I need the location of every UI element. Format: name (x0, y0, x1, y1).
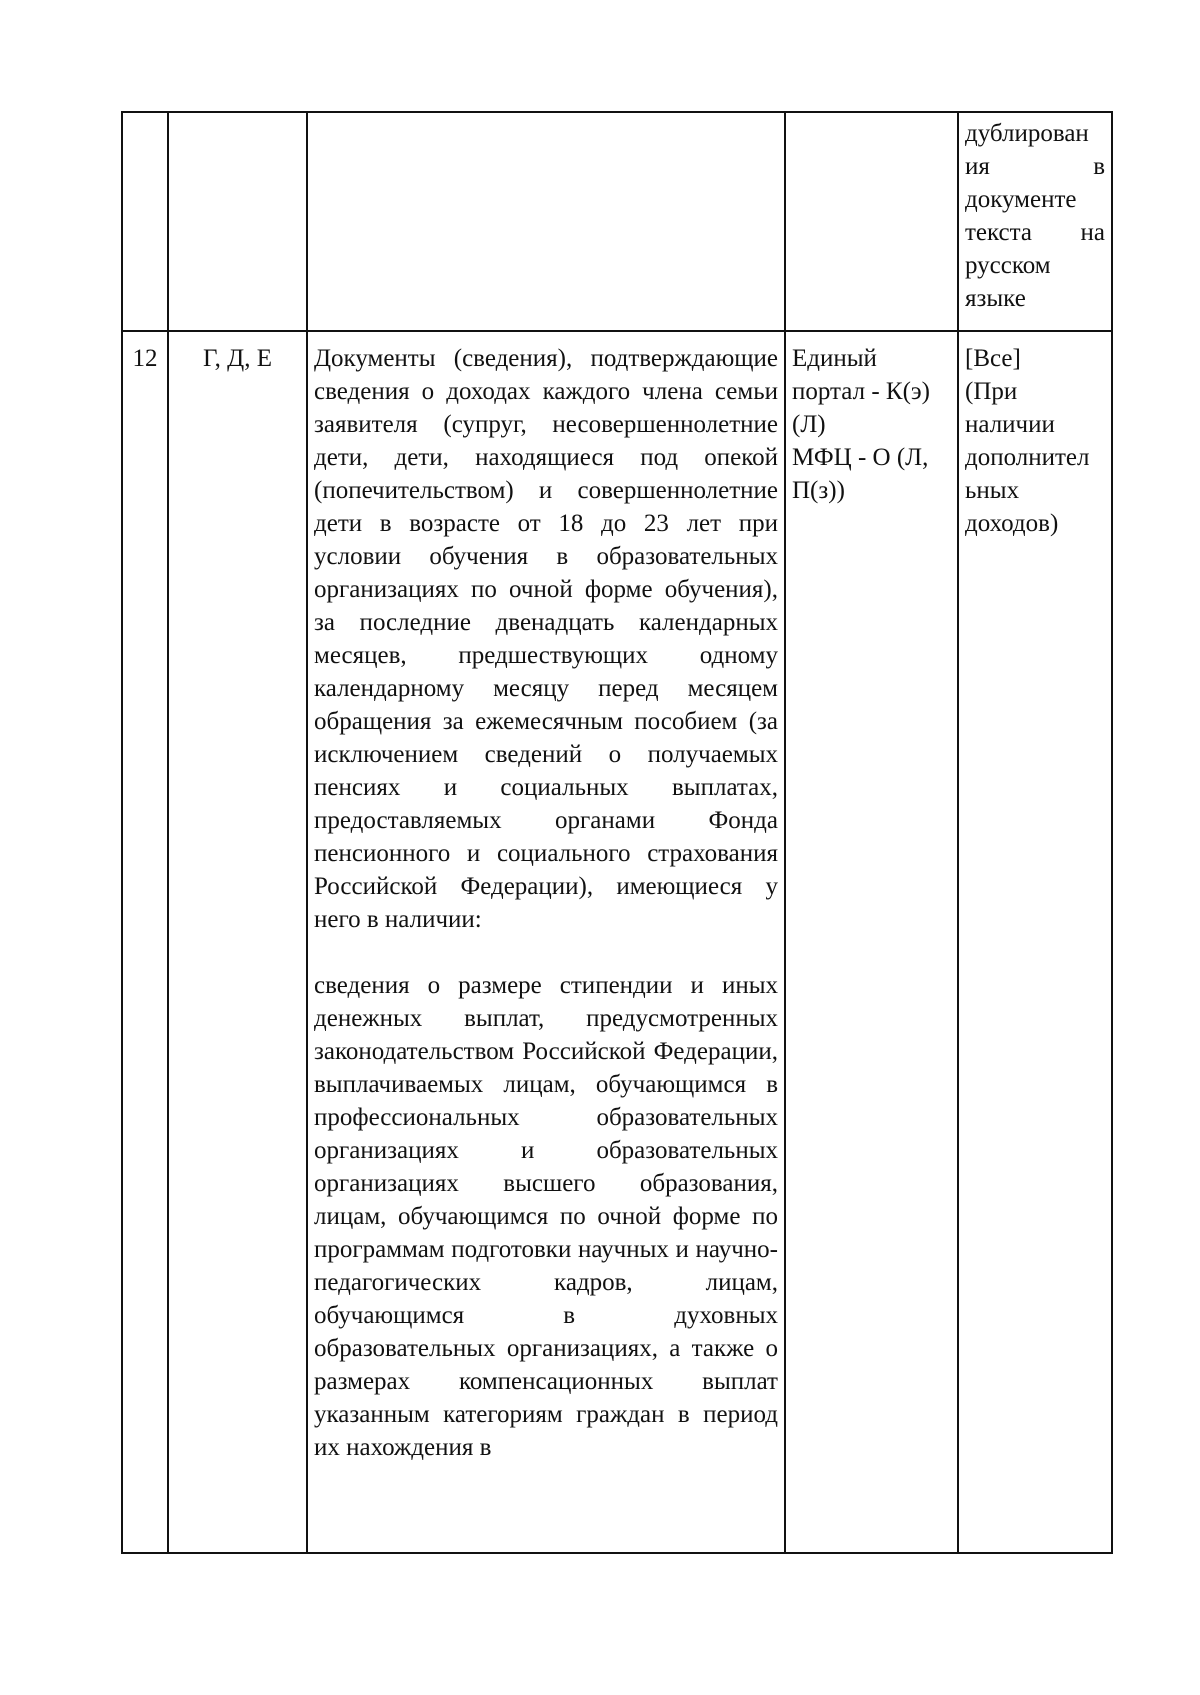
channels-cell (785, 331, 958, 1553)
categories-cell (168, 112, 307, 331)
note-text (959, 113, 1111, 315)
categories-text: Г, Д, Е (203, 345, 272, 372)
document-table (121, 111, 1113, 1554)
note-line: доходов) (965, 510, 1059, 537)
note-line: ия в (965, 153, 1105, 180)
note-cell (958, 331, 1112, 1553)
note-line: дополнител (965, 444, 1090, 471)
note-line: текста на (965, 219, 1105, 246)
note-text (959, 332, 1111, 540)
channels-line: МФЦ - О (Л, (792, 444, 929, 471)
note-line: дублирован (965, 120, 1089, 147)
number-cell (122, 331, 168, 1553)
row-number: 12 (132, 345, 158, 372)
note-line: [Все] (965, 345, 1021, 372)
note-cell (958, 112, 1112, 331)
channels-line: Единый (792, 345, 877, 372)
note-line: русском (965, 252, 1051, 279)
channels-text (786, 332, 957, 507)
channels-cell (785, 112, 958, 331)
channels-line: П(з)) (792, 477, 845, 504)
description-cell (307, 112, 785, 331)
note-line: наличии (965, 411, 1055, 438)
note-line: ьных (965, 477, 1020, 504)
table-row (122, 112, 1112, 331)
categories-cell (168, 331, 307, 1553)
channels-line: портал - К(э) (792, 378, 930, 405)
channels-line: (Л) (792, 411, 826, 438)
description-paragraph: сведения о размере стипендии и иных денежных выплат, предусмотренных законодательством Российской Федерации, выплачиваемых лицам, обучающимся в профессиональных образовательных организациях и образовательных организациях высшего образования, лицам, обучающимся по очной форме по программам подготовки научных и научно-педагогических кадров, лицам, обучающимся в духовных образовательных организациях, а также о размерах компенсационных выплат указанным категориям граждан в период их нахождения в (314, 972, 778, 1461)
description-paragraph: Документы (сведения), подтверждающие сведения о доходах каждого члена семьи заявителя (супруг, несовершеннолетние дети, дети, находящиеся под опекой (попечительством) и совершеннолетние дети в возрасте от 18 до 23 лет при условии обучения в образовательных организациях по очной форме обучения), за последние двенадцать календарных месяцев, предшествующих одному календарному месяцу перед месяцем обращения за ежемесячным пособием (за исключением сведений о получаемых пенсиях и социальных выплатах, предоставляемых органами Фонда пенсионного и социального страхования Российской Федерации), имеющиеся у него в наличии: (314, 345, 778, 933)
table-row (122, 331, 1112, 1553)
note-line: документе (965, 186, 1077, 213)
description-cell (307, 331, 785, 1553)
note-line: языке (965, 285, 1026, 312)
number-cell (122, 112, 168, 331)
note-line: (При (965, 378, 1018, 405)
